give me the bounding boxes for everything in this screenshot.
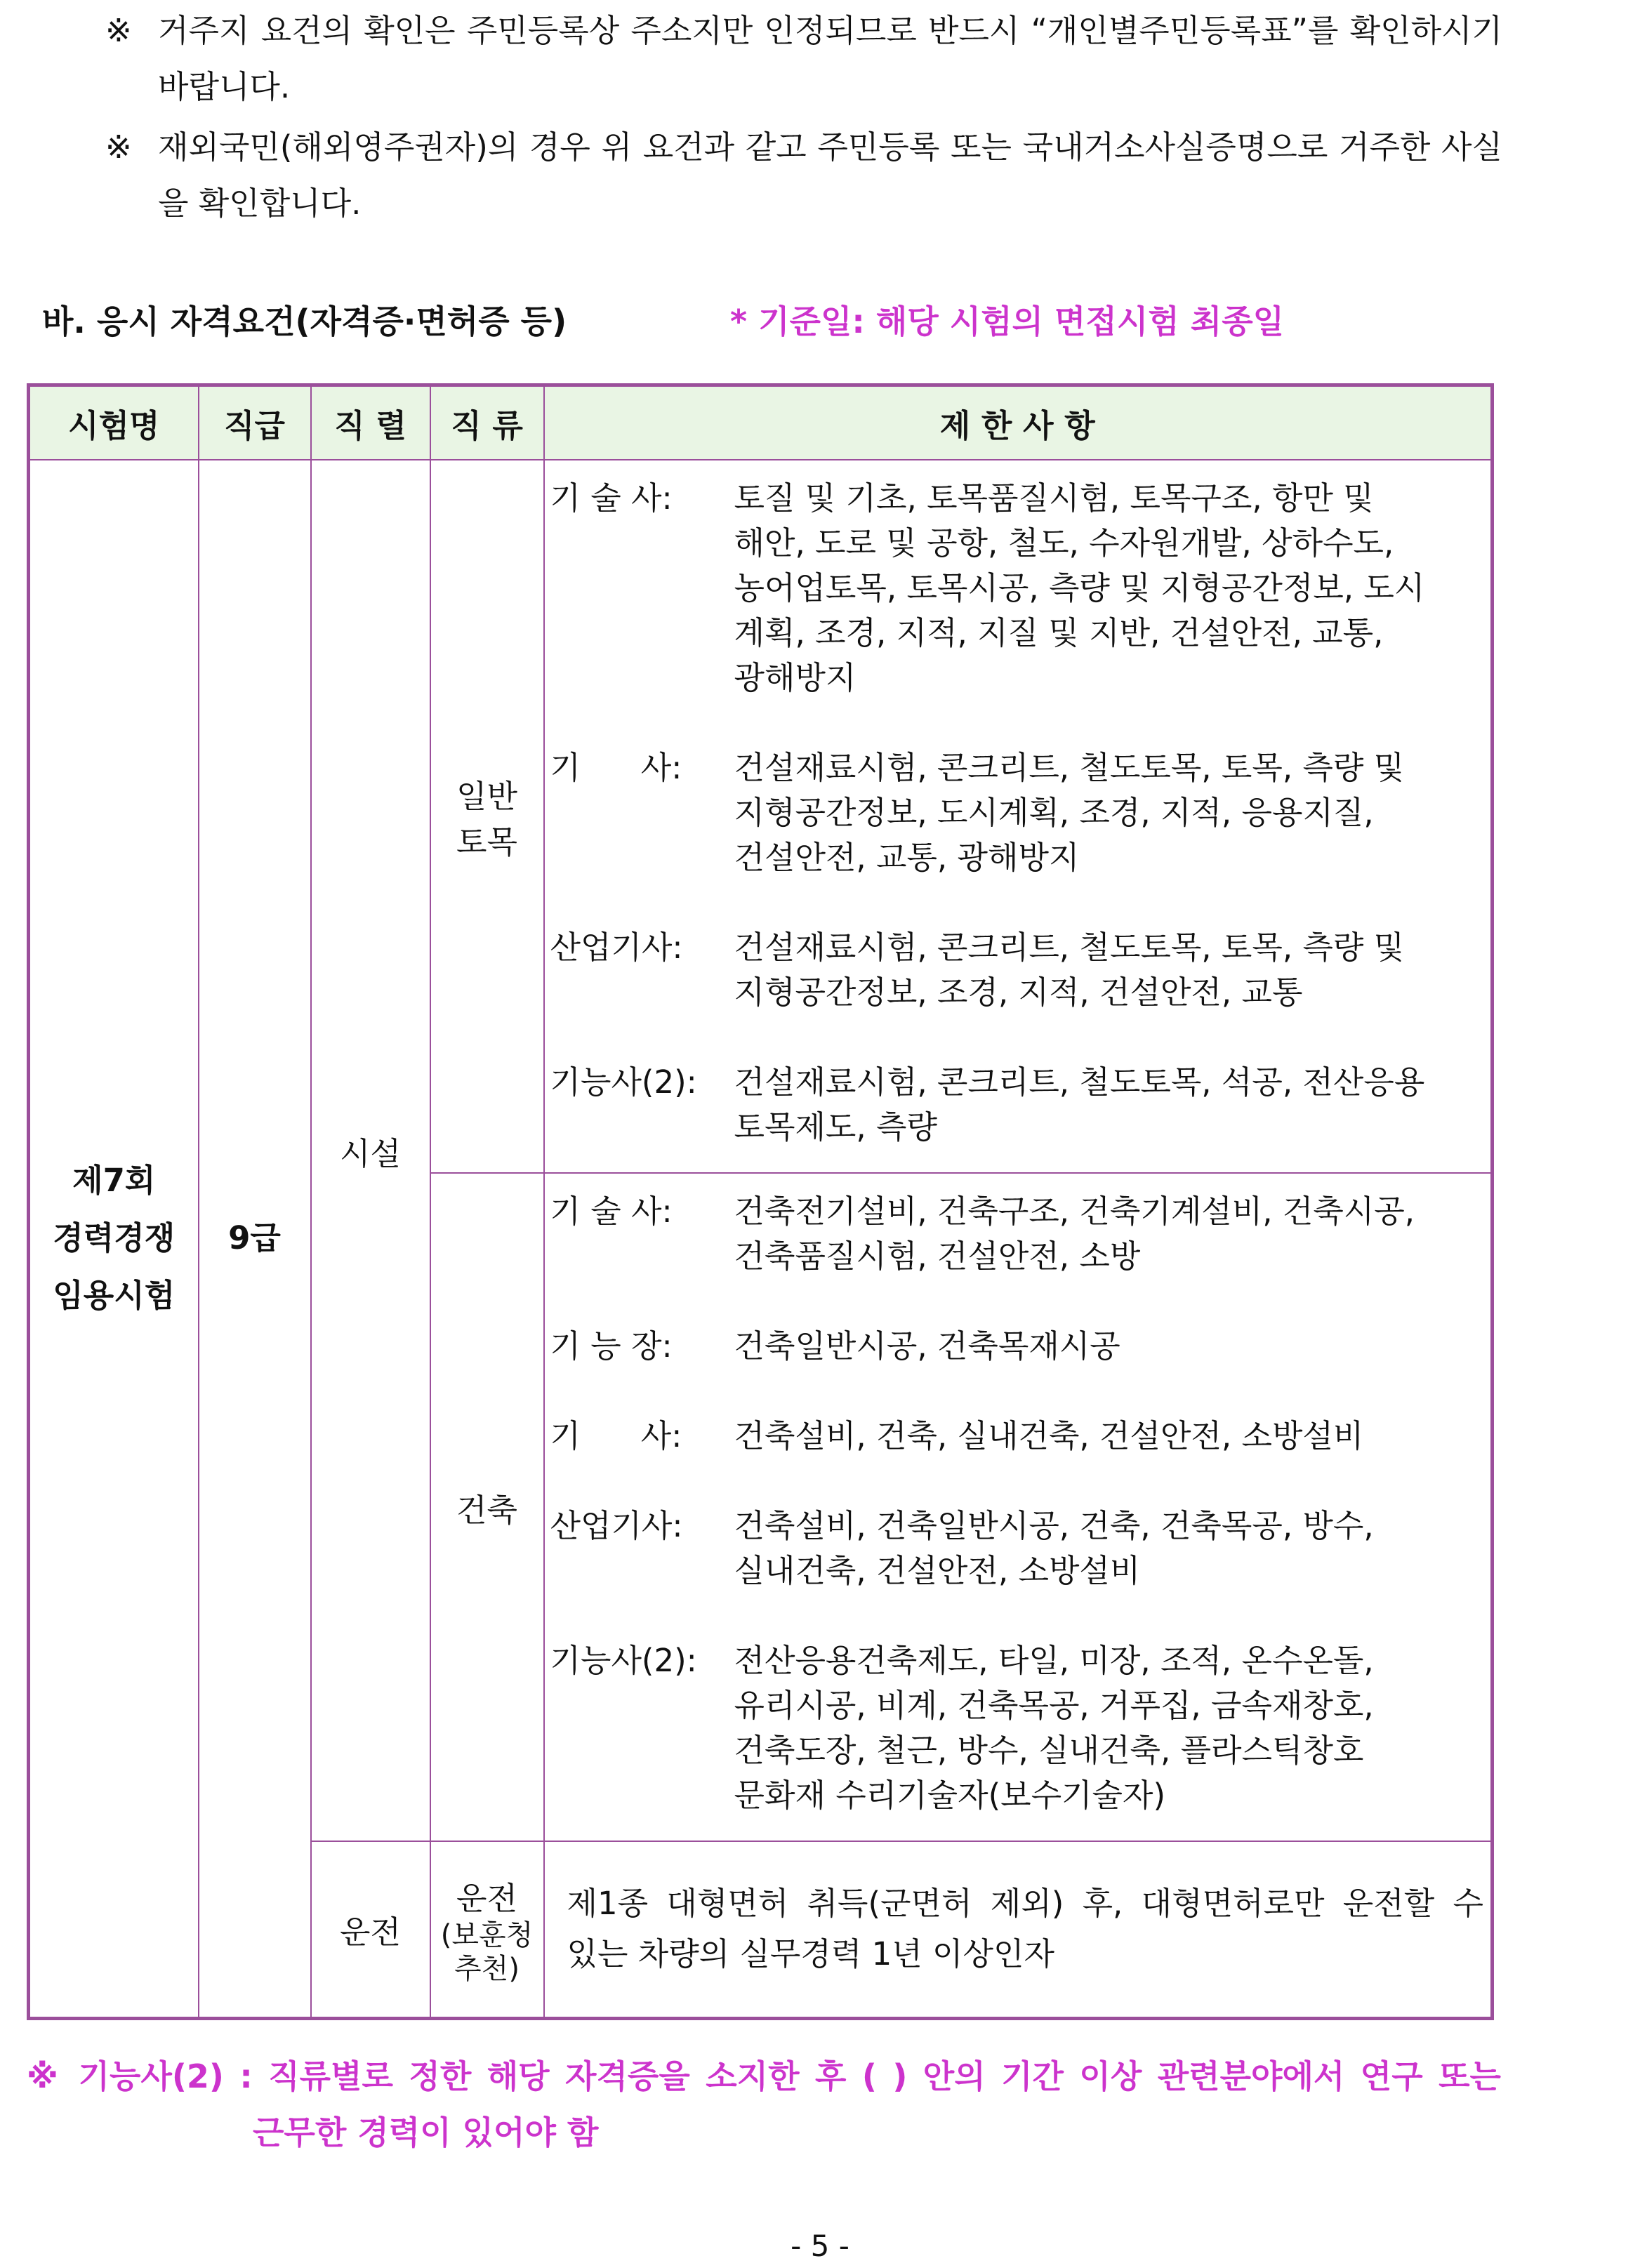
exam-name-line: 임용시험 <box>53 1277 176 1315</box>
qualification-label: 기능사(2): <box>550 1063 697 1101</box>
footnote-line: 직류별로 정한 해당 자격증을 소지한 후 ( ) 안의 기간 이상 관련분야에서 연구 또는 <box>268 2057 1501 2095</box>
driving-requirement-line: 제1종 대형면허 취득(군면허 제외) 후, 대형면허로만 운전할 수 <box>567 1885 1483 1923</box>
type-architecture-cell: 건축 <box>430 1173 544 1841</box>
civil-qualification <box>550 745 1484 880</box>
exam-name-line: 경력경쟁 <box>53 1219 176 1257</box>
qualification-line: 건축전기설비, 건축구조, 건축기계설비, 건축시공, <box>734 1193 1415 1230</box>
qualification-line: 지형공간정보, 도시계획, 조경, 지적, 응용지질, <box>734 794 1374 831</box>
header-type: 직 류 <box>430 385 544 460</box>
residence-note-text: 거주지 요건의 확인은 주민등록상 주소지만 인정되므로 반드시 “개인별주민등록표”를 확인하시기 바랍니다. <box>158 12 1502 105</box>
page-number: - 5 - <box>791 2229 849 2263</box>
reference-date: * 기준일: 해당 시험의 면접시험 최종일 <box>730 303 1285 340</box>
type-civil-line: 일반 <box>456 778 517 815</box>
qualification-label: 기 술 사: <box>550 1193 673 1230</box>
qualification-line: 계획, 조경, 지적, 지질 및 지반, 건설안전, 교통, <box>734 614 1384 651</box>
qualification-label: 산업기사: <box>550 929 683 966</box>
architecture-qualification <box>550 1638 1484 1818</box>
type-civil-line: 토목 <box>456 823 517 861</box>
civil-qualification <box>550 925 1484 1015</box>
header-series: 직 렬 <box>311 385 430 460</box>
qualification-line: 광해방지 <box>734 659 857 696</box>
qualification-line: 문화재 수리기술자(보수기술자) <box>734 1777 1166 1814</box>
qualification-line: 건축도장, 철근, 방수, 실내건축, 플라스틱창호 <box>734 1732 1364 1769</box>
qualification-line: 건설재료시험, 콘크리트, 철도토목, 토목, 측량 및 <box>734 929 1405 966</box>
qualification-label: 기 술 사: <box>550 479 673 517</box>
architecture-qualification <box>550 1324 1484 1369</box>
civil-requirements <box>544 460 1493 1173</box>
header-exam-name: 시험명 <box>29 385 199 460</box>
qualification-line: 토질 및 기초, 토목품질시험, 토목구조, 항만 및 <box>734 479 1374 517</box>
table-header-row <box>29 385 1493 460</box>
qualification-label: 기 사: <box>550 1417 682 1454</box>
qualification-label: 기 능 장: <box>550 1327 673 1365</box>
architecture-requirements <box>544 1173 1493 1841</box>
civil-qualification <box>550 1060 1484 1150</box>
grade-cell: 9급 <box>199 460 311 2018</box>
qualification-line: 전산응용건축제도, 타일, 미장, 조적, 온수온돌, <box>734 1642 1374 1679</box>
table-row <box>29 460 1493 1173</box>
qualification-line: 유리시공, 비계, 건축목공, 거푸집, 금속재창호, <box>734 1687 1374 1724</box>
qualification-line: 건축품질시험, 건설안전, 소방 <box>734 1238 1141 1275</box>
qualification-line: 건축일반시공, 건축목재시공 <box>734 1327 1120 1365</box>
qualification-line: 지형공간정보, 조경, 지적, 건설안전, 교통 <box>734 974 1303 1011</box>
reference-mark-icon: ※ <box>105 12 132 49</box>
series-driving-cell: 운전 <box>311 1841 430 2018</box>
qualification-line: 건설안전, 교통, 광해방지 <box>734 839 1080 876</box>
qualification-line: 건설재료시험, 콘크리트, 철도토목, 토목, 측량 및 <box>734 749 1405 786</box>
qualification-line: 농어업토목, 토목시공, 측량 및 지형공간정보, 도시 <box>734 569 1425 606</box>
type-civil-cell <box>430 460 544 1173</box>
footnote-prefix: ※ 기능사(2) : <box>27 2057 269 2095</box>
exam-name-line: 제7회 <box>72 1162 156 1200</box>
header-restrictions: 제 한 사 항 <box>544 385 1493 460</box>
section-title: 바. 응시 자격요건(자격증·면허증 등) <box>42 303 567 340</box>
series-facility-cell: 시설 <box>311 460 430 1841</box>
overseas-note-text: 재외국민(해외영주권자)의 경우 위 요건과 같고 주민등록 또는 국내거소사실증명으로 거주한 사실을 확인합니다. <box>158 128 1502 222</box>
type-driving-line: (보훈청 <box>440 1918 534 1951</box>
driving-requirements <box>544 1841 1493 2018</box>
architecture-qualification <box>550 1414 1484 1459</box>
footnote <box>27 2048 1501 2161</box>
qualification-table <box>27 383 1494 2020</box>
architecture-qualification <box>550 1504 1484 1593</box>
type-driving-line: 추천) <box>454 1952 520 1985</box>
residence-note <box>105 3 1502 115</box>
qualification-line: 건축설비, 건축일반시공, 건축, 건축목공, 방수, <box>734 1507 1374 1544</box>
architecture-qualification <box>550 1189 1484 1279</box>
qualification-line: 실내건축, 건설안전, 소방설비 <box>734 1552 1141 1589</box>
type-driving-line: 운전 <box>456 1879 517 1917</box>
driving-requirement-line: 있는 차량의 실무경력 1년 이상인자 <box>567 1935 1054 1973</box>
qualification-line: 건축설비, 건축, 실내건축, 건설안전, 소방설비 <box>734 1417 1364 1454</box>
qualification-label: 기 사: <box>550 749 682 786</box>
civil-qualification <box>550 476 1484 701</box>
overseas-note <box>105 119 1502 232</box>
qualification-label: 기능사(2): <box>550 1642 697 1679</box>
qualification-line: 해안, 도로 및 공항, 철도, 수자원개발, 상하수도, <box>734 524 1394 562</box>
qualification-line: 건설재료시험, 콘크리트, 철도토목, 석공, 전산응용 <box>734 1063 1425 1101</box>
reference-mark-icon: ※ <box>105 128 132 166</box>
header-grade: 직급 <box>199 385 311 460</box>
footnote-line: 근무한 경력이 있어야 함 <box>253 2114 599 2151</box>
exam-name-cell <box>29 460 199 2018</box>
type-driving-cell <box>430 1841 544 2018</box>
qualification-label: 산업기사: <box>550 1507 683 1544</box>
qualification-line: 토목제도, 측량 <box>734 1108 937 1146</box>
